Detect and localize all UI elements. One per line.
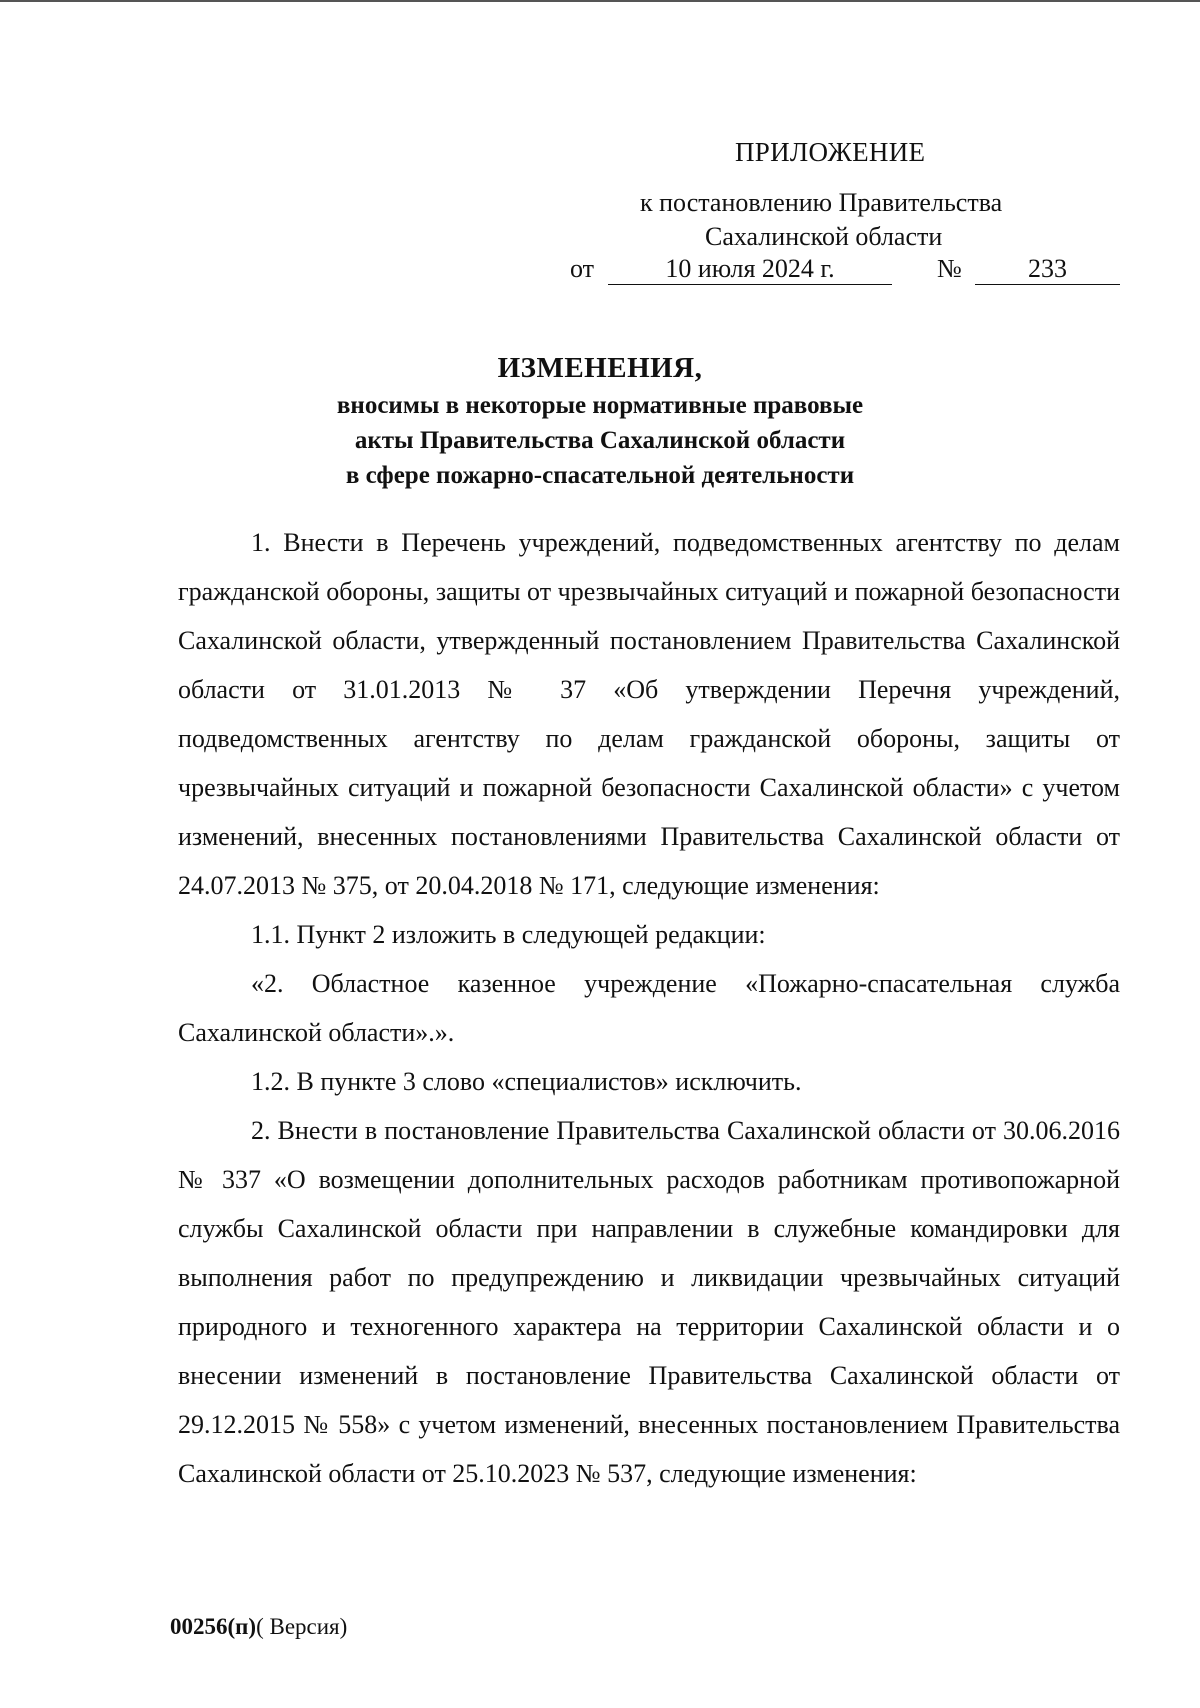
document-code: 00256(п) (170, 1614, 257, 1639)
document-subheading-2: акты Правительства Сахалинской области (354, 427, 846, 454)
paragraph-1-2: 1.2. В пункте 3 слово «специалистов» исключить. (251, 1067, 802, 1096)
document-footer (170, 1612, 347, 1642)
appendix-date-number-row (570, 251, 1120, 287)
appendix-title: ПРИЛОЖЕНИЕ (735, 137, 926, 167)
appendix-line-2: Сахалинской области (705, 222, 943, 251)
paragraph-2: 2. Внести в постановление Правительства Сахалинской области от 30.06.2016 № 337 «О возмещении дополнительных расходов работникам противопожарной службы Сахалинской области при направлении в служебные командировки для выполнения работ по предупреждению и ликвидации чрезвычайных ситуаций природного и техногенного характера на территории Сахалинской области и о внесении изменений в постановление Правительства Сахалинской области от 29.12.2015 № 558» с учетом изменений, внесенных постановлением Правительства Сахалинской области от 25.10.2023 № 537, следующие изменения: (178, 1116, 1120, 1488)
paragraph-quote: «2. Областное казенное учреждение «Пожарно-спасательная служба Сахалинской области».». (178, 969, 1120, 1047)
top-border (0, 0, 1200, 2)
resolution-date: 10 июля 2024 г. (608, 251, 892, 285)
document-subheading-1: вносимы в некоторые нормативные правовые (336, 392, 864, 419)
document-version: ( Версия) (256, 1614, 348, 1639)
paragraph-1-1: 1.1. Пункт 2 изложить в следующей редакции: (251, 920, 766, 949)
document-heading: ИЗМЕНЕНИЯ, (497, 352, 703, 384)
appendix-line-1: к постановлению Правительства (640, 188, 1003, 217)
paragraph-1: 1. Внести в Перечень учреждений, подведомственных агентству по делам гражданской обороны, защиты от чрезвычайных ситуаций и пожарной безопасности Сахалинской области, утвержденный постановлением Правительства Сахалинской области от 31.01.2013 № 37 «Об утверждении Перечня учреждений, подведомственных агентству по делам гражданской обороны, защиты от чрезвычайных ситуаций и пожарной безопасности Сахалинской области» с учетом изменений, внесенных постановлениями Правительства Сахалинской области от 24.07.2013 № 375, от 20.04.2018 № 171, следующие изменения: (178, 528, 1120, 900)
document-subheading-3: в сфере пожарно-спасательной деятельности (345, 462, 855, 489)
from-label: от (570, 254, 595, 283)
number-label: № (937, 254, 962, 283)
document-body (178, 518, 1120, 1498)
resolution-number: 233 (975, 251, 1120, 285)
